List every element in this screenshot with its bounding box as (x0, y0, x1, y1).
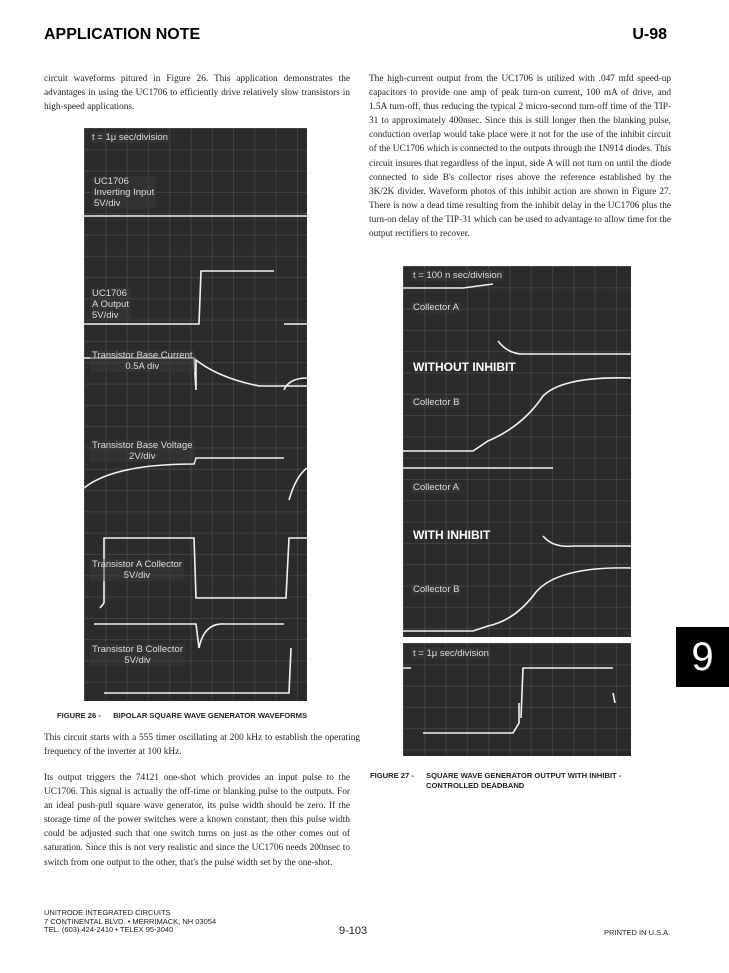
fig27-label-collector-a-1: Collector A (413, 302, 459, 313)
figure-26-caption (57, 711, 357, 721)
footer-phone: TEL. (603) 424-2410 • TELEX 95-3040 (44, 925, 174, 934)
fig27-bottom-timebase-label: t = 1μ sec/division (413, 648, 489, 659)
figure-27-bottom-traces (403, 643, 631, 756)
right-paragraph-1: The high-current output from the UC1706 is utilized with .047 mfd speed-up capacitors to provide one amp of peak turn-on current, 100 mA of drive, and 1.5A turn-off, thus reducing the typical 2 micro-second turn-off time of the TIP-31 to approximately 400nsec. Since this is still longer then the blanking pulse, conduction overlap would take place were it not for the use of the inhibit circuit of the UC1706 which is connected to the outputs through the 1N914 diodes. This circuit insures that regardless of the input, side A will not turn on until the diode connected to side B's collector rises above the reference established by the 3K/2K divider. Waveform photos of this inhibit action are shown in Figure 27. There is now a dead time resulting from the inhibit delay in the UC1706 plus the turn-on delay of the TIP-31 which can be used to advantage to allow time for the output rectifiers to recover. (369, 74, 671, 240)
fig27-label-collector-b-1: Collector B (413, 397, 460, 408)
right-column-top (369, 72, 671, 241)
fig26-label-inverting-input: UC1706 Inverting Input 5V/div (94, 176, 155, 209)
figure-27-top-oscillogram (403, 266, 631, 637)
figure-27-bottom-oscillogram (403, 643, 631, 756)
left-paragraph-1: circuit waveforms pitured in Figure 26. This application demonstrates the advantages in using the UC1706 to efficiently drive relatively slow transistors in high-speed applications. (44, 74, 350, 113)
fig27-label-collector-b-2: Collector B (413, 584, 460, 595)
figure-27-caption-text: SQUARE WAVE GENERATOR OUTPUT WITH INHIBIT - CONTROLLED DEADBAND (426, 771, 622, 790)
trace-collector-a-without (403, 284, 631, 354)
figure-27-caption (370, 771, 680, 791)
figure-26-traces (84, 128, 307, 701)
printed-in-usa: PRINTED IN U.S.A. (604, 928, 671, 937)
left-paragraph-3-block (44, 771, 350, 870)
figure-27-caption-number: FIGURE 27 - (370, 771, 414, 780)
trace-collector-b-with (403, 568, 631, 631)
figure-26-caption-number: FIGURE 26 - (57, 711, 101, 720)
trace-collector-a-with (543, 536, 631, 546)
fig27-timebase-label: t = 100 n sec/division (413, 270, 502, 281)
fig26-label-a-output: UC1706 A Output 5V/div (92, 288, 129, 321)
fig26-label-a-collector: Transistor A Collector 5V/div (92, 559, 182, 581)
left-paragraph-2: This circuit starts with a 555 timer oscillating at 200 kHz to establish the operating frequency of the inverter at 100 kHz. (44, 733, 360, 758)
fig27-label-collector-a-2: Collector A (413, 482, 459, 493)
fig27-label-with-inhibit: WITH INHIBIT (413, 528, 491, 542)
chapter-tab: 9 (676, 627, 729, 687)
left-paragraph-3: Its output triggers the 74121 one-shot which provides an input pulse to the UC1706. This signal is actually the off-time or blanking pulse to the outputs. For an ideal push-pull square wave generator, its pulse width should be zero. If the storage time of the power switches were a known constant, then this pulse width could be adjusted such that one switch turns on just as the other comes out of saturation. Since this is not very realistic and since the UC1706 needs 200nsec to switch from one output to the other, that's the pulse width set by the one-shot. (44, 773, 350, 868)
trace-collector-b-without (403, 378, 631, 468)
fig27-label-without-inhibit: WITHOUT INHIBIT (413, 360, 516, 374)
figure-27-top-traces (403, 266, 631, 637)
footer-street: 7 CONTINENTAL BLVD. • MERRIMACK, NH 03054 (44, 916, 217, 926)
page-number: 9-103 (339, 925, 368, 937)
footer-address (44, 909, 216, 935)
fig26-label-b-collector: Transistor B Collector 5V/div (92, 644, 183, 666)
trace-output-square-wave (403, 668, 615, 733)
footer-company: UNITRODE INTEGRATED CIRCUITS (44, 908, 171, 917)
figure-26-caption-text: BIPOLAR SQUARE WAVE GENERATOR WAVEFORMS (113, 711, 308, 720)
fig26-label-base-current: Transistor Base Current 0.5A div (92, 350, 193, 372)
figure-26-oscillogram (84, 128, 307, 701)
left-paragraph-2-block (44, 731, 360, 759)
header-doc-number: U-98 (632, 26, 667, 43)
left-column-top (44, 72, 350, 114)
trace-base-voltage (84, 458, 307, 500)
header-title: APPLICATION NOTE (44, 26, 201, 43)
fig26-timebase-label: t = 1μ sec/division (92, 132, 168, 143)
fig26-label-base-voltage: Transistor Base Voltage 2V/div (92, 440, 193, 462)
